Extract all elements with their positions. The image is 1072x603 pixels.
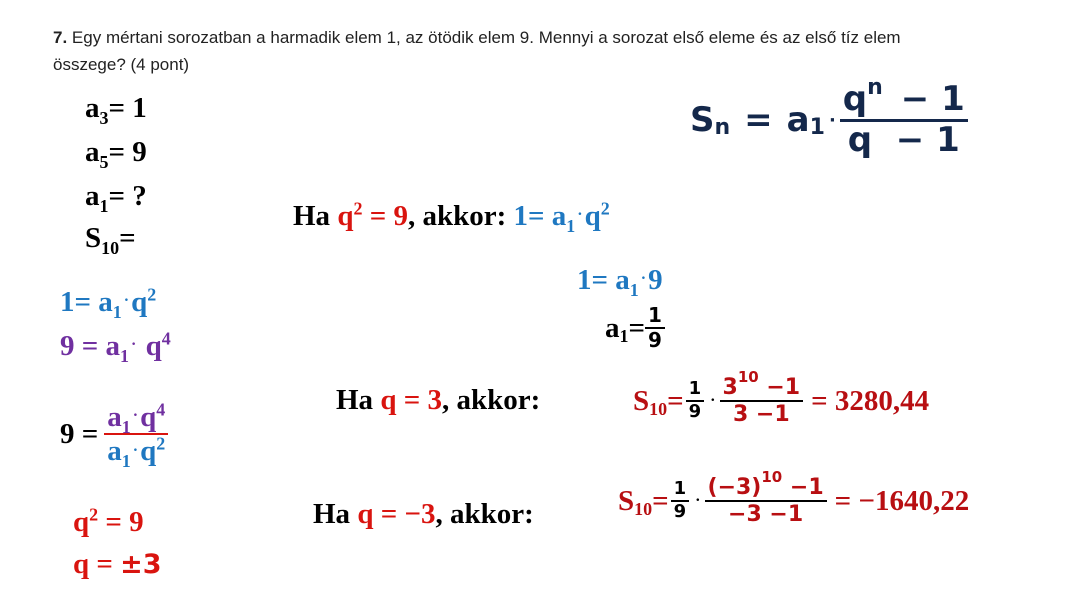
given-a1: $a_1=$ ? — [85, 180, 147, 216]
problem-text-line1: Egy mértani sorozatban a harmadik elem 1, az ötödik elem 9. Mennyi a sorozat első eleme és az első tíz elem — [71, 28, 901, 47]
case-neg-sum: S $_{10}$ = $\frac{1}{9}$ · $\frac{(-3)^{10} -1}{-3 -1}$ = −1640,22 — [618, 467, 970, 528]
problem-number: 7. — [53, 28, 68, 47]
a1-result: a $_1$ = $\frac{1}{9}$ — [605, 305, 665, 351]
q-value: q = ±3 — [73, 548, 162, 580]
case-pos-sum: S $_{10}$ = $\frac{1}{9}$ · $\frac{3^{10} -1}{3 -1}$ = 3280,44 — [633, 367, 930, 428]
sum-formula: S $_n$ = a $_1$ · $\frac{q^n - 1}{q - 1}$ — [690, 82, 968, 158]
case-neg-label: Ha q = −3, akkor: — [313, 498, 534, 530]
q-squared: $q^2 = 9$ — [73, 504, 144, 538]
case-pos-label: Ha q = 3, akkor: — [336, 384, 541, 416]
given-a3: $a_3= 1$ — [85, 92, 147, 128]
eq-ratio: 9 = $\frac{a_1\cdot q^4}{a_1\cdot q^2}$ — [60, 402, 168, 467]
eq-a3: $1= a_1\cdot q^2$ — [60, 284, 157, 322]
sum-formula-fraction: $\frac{q^n - 1}{q - 1}$ — [840, 82, 968, 158]
case-q2-line: Ha $q^2 = 9$, akkor: $1= a_1\cdot q^2$ — [293, 198, 610, 236]
given-s10: $S_{10}=$ — [85, 222, 136, 258]
problem-statement — [53, 26, 901, 50]
given-a5: $a_5= 9$ — [85, 136, 147, 172]
problem-text-line2: összege? (4 pont) — [53, 55, 190, 74]
eq-a5: $9 = a_1\cdot q^4$ — [60, 328, 171, 366]
a1-calc-line1: $1= a_1\cdot 9$ — [577, 264, 663, 300]
